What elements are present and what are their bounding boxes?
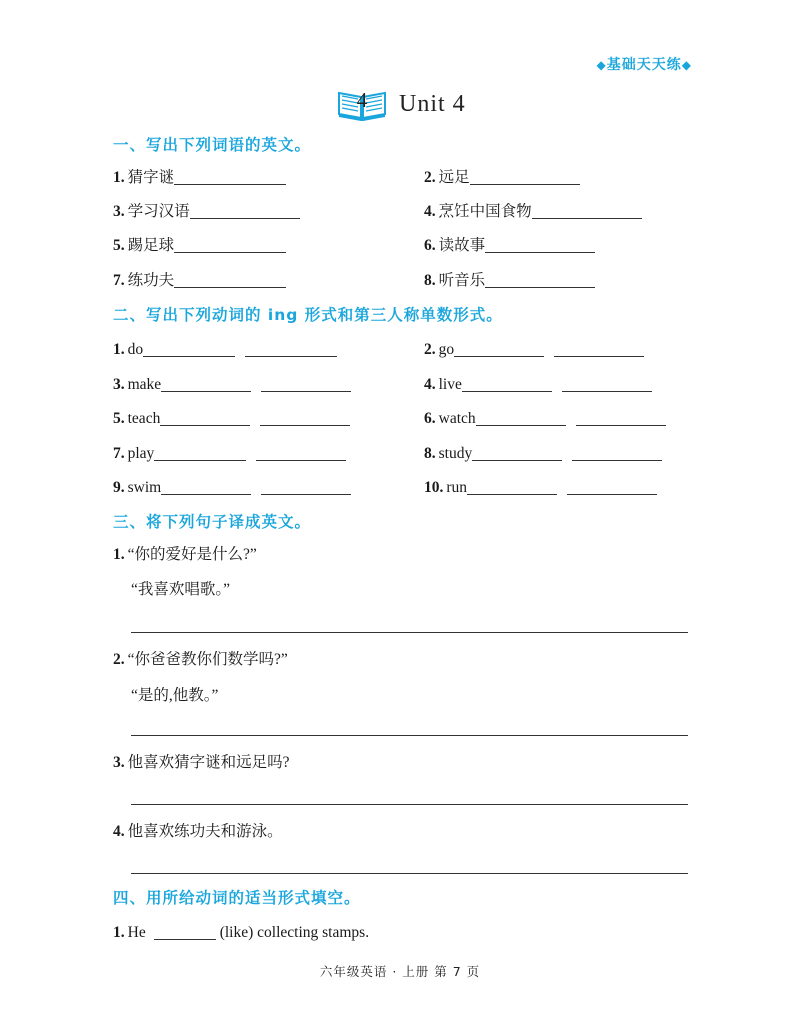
answer-blank[interactable] — [485, 269, 595, 288]
item-number: 3. — [113, 203, 125, 220]
list-item — [113, 335, 337, 359]
open-book-icon — [337, 87, 387, 121]
item-number: 6. — [424, 410, 436, 427]
third-person-blank[interactable] — [562, 373, 652, 392]
list-item — [113, 473, 351, 497]
list-item — [113, 645, 288, 669]
item-number: 9. — [113, 479, 125, 496]
page-footer: 六年级英语 · 上册 第 7 页 — [319, 964, 481, 979]
third-person-blank[interactable] — [261, 476, 351, 495]
list-item — [424, 404, 666, 428]
section-heading-4: 四、用所给动词的适当形式填空。 — [113, 889, 361, 907]
third-person-blank[interactable] — [572, 442, 662, 461]
answer-line[interactable] — [131, 735, 688, 736]
list-item — [113, 439, 346, 463]
list-item — [113, 370, 351, 394]
answer-line[interactable] — [131, 873, 688, 874]
third-person-blank[interactable] — [245, 338, 337, 357]
item-text: play — [127, 445, 155, 462]
answer-line[interactable] — [131, 632, 688, 633]
item-text: 他喜欢练功夫和游泳。 — [127, 823, 283, 840]
item-number: 10. — [424, 479, 444, 496]
item-number: 1. — [113, 169, 125, 186]
item-number: 3. — [113, 754, 125, 771]
list-item — [113, 197, 300, 221]
list-item — [113, 817, 283, 841]
section-heading-3: 三、将下列句子译成英文。 — [113, 513, 312, 531]
item-number: 1. — [113, 341, 125, 358]
item-text: 猜字谜 — [127, 169, 175, 186]
list-item — [113, 231, 286, 255]
item-text: do — [127, 341, 144, 358]
ing-form-blank[interactable] — [161, 476, 251, 495]
item-text: “我喜欢唱歌。” — [131, 581, 231, 598]
section-heading-2: 二、写出下列动词的 ing 形式和第三人称单数形式。 — [113, 306, 503, 324]
answer-blank[interactable] — [174, 234, 286, 253]
item-number: 3. — [113, 376, 125, 393]
answer-blank[interactable] — [154, 921, 216, 940]
item-number: 7. — [113, 445, 125, 462]
item-text: He — [127, 924, 146, 941]
ing-form-blank[interactable] — [161, 373, 251, 392]
answer-blank[interactable] — [470, 166, 580, 185]
item-number: 8. — [424, 445, 436, 462]
third-person-blank[interactable] — [260, 407, 350, 426]
item-text: run — [446, 479, 468, 496]
third-person-blank[interactable] — [554, 338, 644, 357]
page-title: Unit 4 — [399, 90, 466, 117]
third-person-blank[interactable] — [567, 476, 657, 495]
item-text-line — [131, 681, 218, 705]
item-text: 远足 — [438, 169, 470, 186]
ing-form-blank[interactable] — [462, 373, 552, 392]
item-text: make — [127, 376, 162, 393]
item-text: “你爸爸教你们数学吗?” — [127, 651, 288, 668]
item-text: teach — [127, 410, 161, 427]
third-person-blank[interactable] — [261, 373, 351, 392]
list-item — [424, 439, 662, 463]
diamond-icon: ◆ — [681, 58, 692, 72]
item-text: “是的,他教。” — [131, 687, 219, 704]
section-heading-1: 一、写出下列词语的英文。 — [113, 136, 312, 154]
item-number: 1. — [113, 546, 125, 563]
item-text: watch — [438, 410, 476, 427]
answer-blank[interactable] — [532, 200, 642, 219]
item-number: 1. — [113, 924, 125, 941]
answer-line[interactable] — [131, 804, 688, 805]
practice-tag — [597, 54, 692, 74]
ing-form-blank[interactable] — [160, 407, 250, 426]
item-text: 学习汉语 — [127, 203, 190, 220]
list-item — [424, 370, 652, 394]
item-text: 他喜欢猜字谜和远足吗? — [127, 754, 290, 771]
item-text: 听音乐 — [438, 272, 486, 289]
item-text: 踢足球 — [127, 237, 175, 254]
list-item — [113, 163, 286, 187]
practice-tag-text: 基础天天练 — [606, 57, 682, 73]
item-number: 4. — [113, 823, 125, 840]
item-number: 5. — [113, 410, 125, 427]
item-number: 7. — [113, 272, 125, 289]
item-text: 烹饪中国食物 — [438, 203, 532, 220]
item-text: study — [438, 445, 473, 462]
list-item — [424, 197, 642, 221]
item-text: “你的爱好是什么?” — [127, 546, 257, 563]
item-number: 2. — [113, 651, 125, 668]
item-number: 2. — [424, 169, 436, 186]
unit-title-row — [337, 84, 466, 124]
ing-form-blank[interactable] — [143, 338, 235, 357]
answer-blank[interactable] — [190, 200, 300, 219]
ing-form-blank[interactable] — [467, 476, 557, 495]
list-item — [113, 266, 286, 290]
list-item — [424, 231, 595, 255]
list-item — [113, 918, 369, 942]
ing-form-blank[interactable] — [454, 338, 544, 357]
item-text: 练功夫 — [127, 272, 175, 289]
item-number: 8. — [424, 272, 436, 289]
third-person-blank[interactable] — [256, 442, 346, 461]
item-text: swim — [127, 479, 162, 496]
item-number: 4. — [424, 376, 436, 393]
list-item — [113, 404, 350, 428]
answer-blank[interactable] — [174, 269, 286, 288]
list-item — [113, 540, 257, 564]
ing-form-blank[interactable] — [476, 407, 566, 426]
ing-form-blank[interactable] — [154, 442, 246, 461]
list-item — [424, 473, 657, 497]
unit-number: 4 — [356, 88, 368, 112]
list-item — [424, 335, 644, 359]
third-person-blank[interactable] — [576, 407, 666, 426]
item-number: 4. — [424, 203, 436, 220]
item-number: 2. — [424, 341, 436, 358]
item-text: (like) collecting stamps. — [219, 924, 370, 941]
item-text: go — [438, 341, 455, 358]
item-text: live — [438, 376, 462, 393]
item-number: 5. — [113, 237, 125, 254]
list-item — [424, 163, 580, 187]
answer-blank[interactable] — [174, 166, 286, 185]
item-text-line — [131, 575, 230, 599]
answer-blank[interactable] — [485, 234, 595, 253]
diamond-icon: ◆ — [596, 58, 607, 72]
list-item — [113, 748, 290, 772]
item-text: 读故事 — [438, 237, 486, 254]
ing-form-blank[interactable] — [472, 442, 562, 461]
list-item — [424, 266, 595, 290]
item-number: 6. — [424, 237, 436, 254]
